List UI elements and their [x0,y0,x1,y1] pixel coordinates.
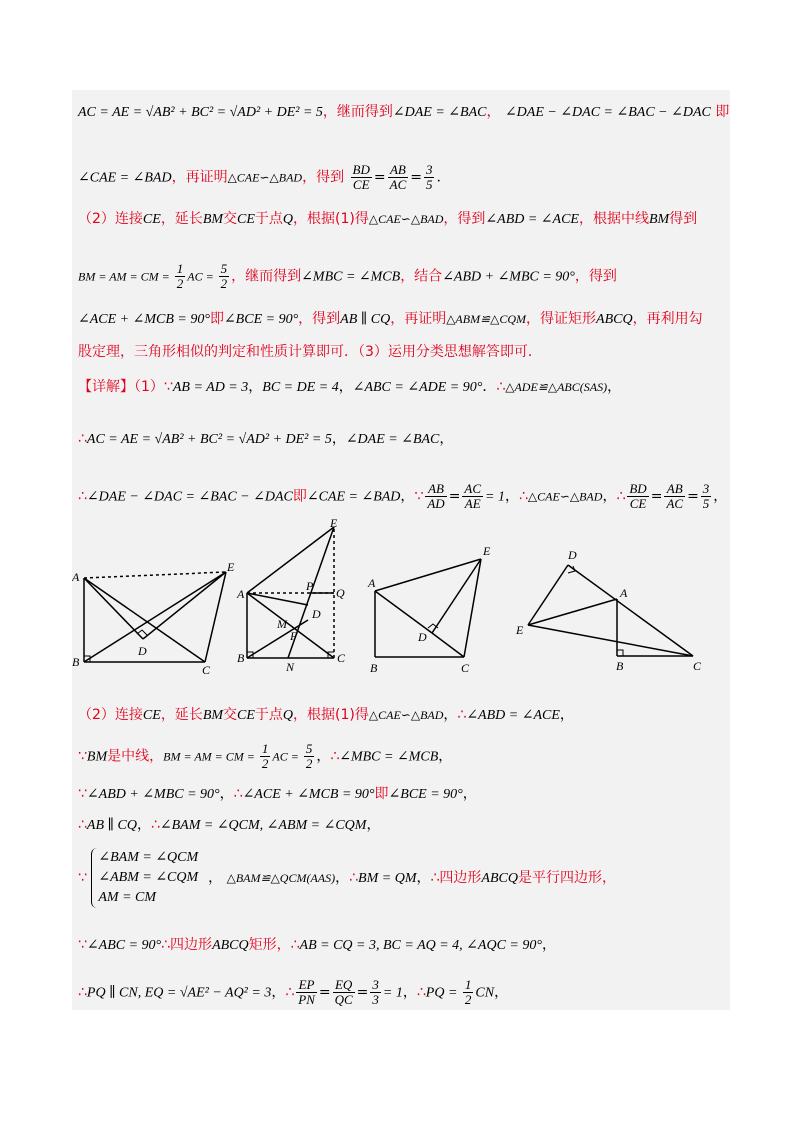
formula: △ADE≌△ABC(SAS) [505,380,608,394]
solution-line-9 [78,936,556,955]
label-C: C [202,663,211,677]
formula: BC = DE = 4 [262,380,339,395]
formula: ∠DAE = ∠BAC [345,432,440,447]
formula: ∠BAM = ∠QCM, ∠ABM = ∠CQM [159,818,367,833]
text: 交 [223,707,238,723]
text: ， [438,748,453,765]
formula: △ABM≌△CQM [446,312,527,326]
text: ， [443,707,458,723]
formula: ∠ABD + ∠MBC = 90° [442,269,575,285]
text: 矩形， [248,937,291,953]
label-Q: Q [336,586,345,600]
analysis-line-1 [78,103,729,122]
text: ， [208,870,223,886]
formula: ABCQ [212,938,249,953]
label-B: B [237,651,245,665]
label-E: E [516,623,524,637]
text: ，延长 [160,707,203,723]
solution-line-1 [78,378,621,397]
analysis-line-4 [78,262,617,291]
fraction: $\frac{AB}{AC}$ [666,481,684,511]
formula: Q [282,212,294,227]
fraction: $\frac{3}{5}$ [702,481,710,511]
formula: ∠ACE + ∠MCB = 90° [242,787,375,802]
text: ，继而得到 [231,268,302,285]
formula: △CAE∽△BAD [227,170,303,185]
formula: AB = AD = 3 [172,380,249,395]
formula: ∠ABC = 90° [86,938,162,953]
formula: AB ∥ CQ [340,312,391,327]
label-C: C [337,651,346,665]
fraction: $\frac{5}{2}$ [305,741,313,771]
text: 得到 [669,211,698,227]
fraction: $\frac{1}{2}$ [261,741,269,771]
text: ， [271,984,286,1001]
label-N: N [286,660,295,674]
text: ， [541,937,556,953]
therefore-symbol: ∴ [78,431,87,447]
formula: △CAE∽△BAD [527,489,603,504]
text: ， [402,984,417,1001]
label-F: F [290,629,298,643]
because-symbol: ∵ [78,870,87,886]
text: （2）连接 [78,211,143,227]
text: ，结合 [400,268,443,285]
because-symbol: ∵ [78,748,87,765]
solution-line-8 [78,848,616,908]
because-symbol: ∵ [163,379,173,395]
formula: CE [237,708,255,723]
solution-line-2 [78,430,453,449]
formula: BM = AM = CM = [163,749,258,764]
fraction: $\frac{AB}{AC}$ [389,162,407,192]
label-A: A [368,576,376,590]
therefore-symbol: ∴ [78,488,87,505]
therefore-symbol: ∴ [416,984,426,1001]
formula: ABCQ [481,871,518,886]
solution-line-10: ∴PQ ∥ CN, EQ = √AE² − AQ² = 3，∴ $\frac{EP}{PN}$ = $\frac{EQ}{QC}$ = $\frac{3}{3}$ = 1，∴PQ = $\frac{1}{2}$ CN， [78,977,509,1007]
formula: ∠ABC = ∠ADE = 90° [352,380,483,395]
formula: ∠ABD + ∠MBC = 90° [86,787,220,802]
formula: AC = [187,269,217,284]
formula: AC = AE = √AB² + BC² = √AD² + DE² = 5 [86,432,332,447]
formula: PQ ∥ CN, EQ = √AE² − AQ² = 3 [86,985,272,1001]
formula: CN [475,985,495,1001]
text: ，得到 [302,169,345,186]
formula: CE [237,212,255,227]
text: 是中线， [107,748,164,765]
fraction: $\frac{BD}{CE}$ [629,481,647,511]
text: 股定理，三角形相似的判定和性质计算即可．（3）运用分类思想解答即可． [78,344,542,360]
because-symbol: ∵ [78,937,87,953]
formula: ∠CAE = ∠BAD [306,489,401,505]
text: ，得到 [443,211,486,227]
formula: BM = QM [358,871,417,886]
formula: ∠MBC = ∠MCB [301,269,401,285]
text: ， [713,488,728,505]
fraction: $\frac{3}{5}$ [425,162,433,192]
therefore-symbol: ∴ [285,984,295,1001]
label-E: E [483,544,491,558]
text: ， [505,488,519,505]
label-D: D [568,548,577,562]
text: ． [482,379,497,395]
formula: AB = CQ = 3, BC = AQ = 4, ∠AQC = 90° [299,938,542,953]
formula: AB ∥ CQ [86,818,137,833]
therefore-symbol: ∴ [290,937,300,953]
text: 是平行四边形， [517,870,616,886]
analysis-line-3 [78,210,697,229]
therefore-symbol: ∴ [616,488,626,505]
label-M: M [277,617,287,631]
text: ， [366,817,381,833]
formula: BM [648,212,670,227]
text: 【详解】（1） [78,379,164,395]
label-C: C [461,661,470,675]
solution-line-6 [78,785,477,804]
label-A: A [620,586,628,600]
text: 于点 [254,707,283,723]
because-symbol: ∵ [414,488,424,505]
formula: △CAE∽△BAD [368,708,444,722]
text: ，延长 [160,211,203,227]
text: 即 [209,311,224,327]
solution-line-5 [78,742,452,771]
therefore-symbol: ∴ [78,817,87,833]
text: ， [136,817,151,833]
text: . [436,169,441,186]
formula: CE [142,212,161,227]
text: ， [335,870,350,886]
therefore-symbol: ∴ [349,870,359,886]
text: ， [248,379,263,395]
text: ，得到 [298,311,341,327]
text: ，得到 [574,268,617,285]
therefore-symbol: ∴ [150,817,160,833]
formula: ∠BCE = 90° [223,312,299,327]
text: ， [331,431,346,447]
solution-line-3: ∴∠DAE − ∠DAC = ∠BAC − ∠DAC即∠CAE = ∠BAD，∵ $\frac{AB}{AD}$ = $\frac{AC}{AE}$ = 1，∴△CAE∽△BAD，∴ $\frac{BD}{CE}$ = $\frac{AB}{AC}$ = $\frac{3}{5}$ ， [78,481,728,511]
text: ，得证矩形 [526,311,597,327]
therefore-symbol: ∴ [496,379,506,395]
text: ， [338,379,353,395]
text: ∴四边形 [161,937,213,953]
formula: CE [142,708,161,723]
fraction: $\frac{5}{2}$ [220,261,228,291]
formula: ∠CAE = ∠BAD [78,170,172,186]
text: ，继而得到 [322,104,393,120]
text: ，再证明 [171,169,228,186]
formula: ∠MBC = ∠MCB [339,749,439,765]
therefore-symbol: ∴ [519,488,528,505]
label-P: P [306,579,314,593]
formula: ∠BCE = 90° [388,787,463,802]
text: ， [439,431,454,447]
formula: ∠ABD = ∠ACE [466,708,560,723]
text: 即 [374,786,389,802]
therefore-symbol: ∴ [457,707,467,723]
label-C: C [693,659,702,673]
text: ， [602,488,617,505]
formula: BM [86,749,108,765]
label-B: B [370,661,378,675]
formula: BM = AM = CM = [78,269,173,284]
label-D: D [418,630,427,644]
fraction: $\frac{EQ}{QC}$ [334,977,353,1007]
text: ， [416,870,431,886]
formula: ∠DAE − ∠DAC = ∠BAC − ∠DAC [504,105,711,120]
text: ，根据中线 [578,211,649,227]
formula: ABCQ [596,312,633,327]
text: ，根据(1)得 [293,211,369,227]
text: ， [462,786,477,802]
text: ， [559,707,574,723]
analysis-line-2: ∠CAE = ∠BAD，再证明△CAE∽△BAD，得到 $\frac{BD}{CE}$ = $\frac{AB}{AC}$ = $\frac{3}{5}$ . [78,162,441,192]
formula: BM [202,212,224,227]
text: ， [400,488,415,505]
text: ，再证明 [390,311,447,327]
formula: ∠ABD = ∠ACE [485,212,579,227]
label-B: B [72,655,80,669]
figure-4 [528,565,693,656]
formula: AM = CM [98,890,157,905]
therefore-symbol: ∴ [233,786,243,802]
fraction: $\frac{BD}{CE}$ [352,162,370,192]
geometry-figures [72,515,730,685]
text: ，根据(1)得 [293,707,369,723]
formula: = 1 [382,985,403,1001]
fraction: $\frac{1}{2}$ [176,261,184,291]
text: （2）连接 [78,707,143,723]
equation-system [91,848,198,908]
label-E: E [227,560,235,574]
solution-line-4 [78,706,574,725]
analysis-line-5 [78,310,703,329]
text: 于点 [254,211,283,227]
because-symbol: ∵ [78,786,87,802]
text: ， [316,748,331,765]
formula: BM [202,708,224,723]
formula: = 1 [485,489,505,505]
formula: ∠DAE = ∠BAC [392,105,487,120]
formula: ∠DAE − ∠DAC = ∠BAC − ∠DAC [86,489,293,505]
label-B: B [616,659,624,673]
figure-1 [84,572,226,662]
therefore-symbol: ∴ [330,748,340,765]
fraction: $\frac{AC}{AE}$ [464,481,482,511]
formula: △BAM≌△QCM(AAS) [226,871,336,885]
formula: AC = AE = √AB² + BC² = √AD² + DE² = 5 [78,105,323,120]
label-A: A [237,587,245,601]
label-E: E [330,516,338,530]
formula: ∠ACE + ∠MCB = 90° [78,312,210,327]
figure-3 [375,559,481,657]
text: 即 [292,488,307,505]
text: ， [494,984,509,1001]
text: ， [486,104,501,120]
label-A: A [72,570,80,584]
text: ，再利用勾 [632,311,703,327]
fraction: $\frac{3}{3}$ [372,977,379,1007]
formula: PQ = [425,985,461,1001]
formula: △CAE∽△BAD [368,212,444,226]
label-D: D [138,644,147,658]
formula: ∠ABM = ∠CQM [98,870,199,885]
therefore-symbol: ∴ [78,984,87,1001]
text: 交 [223,211,238,227]
label-D: D [312,607,321,621]
text: ， [219,786,234,802]
text: ， [607,379,622,395]
formula: AC = [272,749,302,764]
fraction: $\frac{1}{2}$ [464,977,472,1007]
fraction: $\frac{EP}{PN}$ [298,977,315,1007]
formula: ∠BAM = ∠QCM [98,850,199,865]
solution-line-7 [78,816,380,835]
formula: Q [282,708,294,723]
text: 即 [715,104,730,120]
fraction: $\frac{AB}{AD}$ [427,481,445,511]
text: ∴四边形 [430,870,482,886]
analysis-line-6 [78,343,542,361]
